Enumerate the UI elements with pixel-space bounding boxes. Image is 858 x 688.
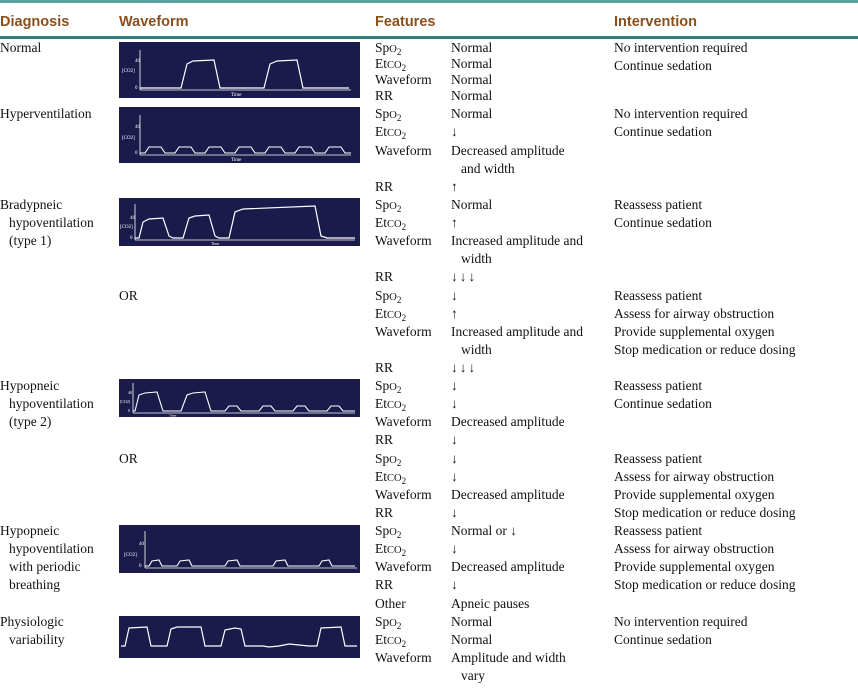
axis-time: Time [231, 93, 242, 98]
feature-value: ↓ [451, 469, 458, 484]
feature-value: Normal [451, 197, 493, 212]
feature-name-rr: RR [375, 179, 394, 194]
feature-name-etco2: EtCO$_2$ [375, 469, 407, 486]
diagnosis-hypopneic: (type 2) [9, 414, 52, 429]
feature-value: Increased amplitude and [451, 324, 583, 339]
waveform-normal [119, 42, 360, 98]
axis-unit: [CO2] [122, 69, 135, 74]
intervention: Stop medication or reduce dosing [614, 505, 796, 520]
diagnosis-periodic: breathing [9, 577, 60, 592]
or-label: OR [119, 451, 138, 466]
feature-value: Decreased amplitude [451, 414, 565, 429]
intervention: Assess for airway obstruction [614, 469, 775, 484]
intervention: Reassess patient [614, 451, 703, 466]
feature-value: ↓ [451, 396, 458, 411]
intervention: Reassess patient [614, 288, 703, 303]
feature-value: ↑ [451, 179, 458, 194]
feature-name-etco2: EtCO$_2$ [375, 396, 407, 413]
feature-name-rr: RR [375, 360, 394, 375]
diagnosis-periodic: hypoventilation [9, 541, 94, 556]
svg-text:40: 40 [135, 125, 140, 130]
header-intervention: Intervention [614, 14, 697, 30]
intervention: Continue sedation [614, 124, 712, 139]
feature-name-etco2: EtCO$_2$ [375, 306, 407, 323]
intervention: No intervention required [614, 106, 748, 121]
feature-value: Normal [451, 72, 493, 87]
intervention: Stop medication or reduce dosing [614, 342, 796, 357]
feature-name-spo2: SpO$_2$ [375, 197, 402, 214]
diagnosis-physiologic: Physiologic [0, 614, 64, 629]
feature-value: ↓ [451, 288, 458, 303]
intervention: Assess for airway obstruction [614, 306, 775, 321]
feature-value: ↓ [451, 451, 458, 466]
feature-name-spo2: SpO$_2$ [375, 288, 402, 305]
feature-value: Normal [451, 56, 493, 71]
feature-value: Amplitude and width [451, 650, 566, 665]
svg-text:Time: Time [231, 158, 242, 163]
svg-text:[CO2]: [CO2] [122, 136, 135, 141]
feature-value: ↓↓↓ [451, 269, 478, 284]
feature-value: Increased amplitude and [451, 233, 583, 248]
diagnosis-periodic: with periodic [9, 559, 81, 574]
feature-value: Normal [451, 88, 493, 103]
intervention: Continue sedation [614, 58, 712, 73]
feature-name-rr: RR [375, 577, 394, 592]
header-features: Features [375, 14, 436, 30]
axis-0: 0 [135, 86, 138, 91]
feature-name-rr: RR [375, 505, 394, 520]
feature-name-waveform: Waveform [375, 72, 432, 87]
feature-value: ↑ [451, 215, 458, 230]
intervention: Provide supplemental oxygen [614, 559, 775, 574]
intervention: Continue sedation [614, 215, 712, 230]
intervention: No intervention required [614, 614, 748, 629]
feature-name-spo2: SpO$_2$ [375, 451, 402, 468]
svg-text:[CO2]: [CO2] [120, 225, 133, 230]
feature-value: Decreased amplitude [451, 487, 565, 502]
intervention: Continue sedation [614, 632, 712, 647]
feature-value: width [461, 251, 492, 266]
feature-name-rr: RR [375, 269, 394, 284]
feature-name-rr: RR [375, 88, 394, 103]
waveform-physiologic [119, 616, 360, 658]
feature-value: Apneic pauses [451, 596, 530, 611]
feature-value: ↓ [451, 505, 458, 520]
svg-text:0: 0 [130, 236, 133, 241]
feature-name-etco2: EtCO$_2$ [375, 632, 407, 649]
svg-text:0: 0 [128, 408, 130, 413]
feature-value: Decreased amplitude [451, 559, 565, 574]
intervention: Stop medication or reduce dosing [614, 577, 796, 592]
intervention: Assess for airway obstruction [614, 541, 775, 556]
diagnosis-normal: Normal [0, 40, 42, 55]
feature-name-rr: RR [375, 432, 394, 447]
svg-text:Time: Time [169, 413, 177, 417]
waveform-hyperventilation [119, 107, 360, 163]
waveform-hypopneic [119, 379, 360, 417]
top-rule [0, 0, 858, 3]
feature-name-etco2: EtCO$_2$ [375, 541, 407, 558]
feature-name-waveform: Waveform [375, 324, 432, 339]
feature-value: Normal [451, 40, 493, 55]
intervention: Reassess patient [614, 523, 703, 538]
intervention: Continue sedation [614, 396, 712, 411]
diagnosis-bradypneic: Bradypneic [0, 197, 63, 212]
feature-value: Normal or ↓ [451, 523, 517, 538]
feature-value: Decreased amplitude [451, 143, 565, 158]
feature-value: ↓ [451, 432, 458, 447]
intervention: Reassess patient [614, 378, 703, 393]
feature-name-other: Other [375, 596, 406, 611]
feature-name-etco2: EtCO$_2$ [375, 56, 407, 73]
feature-name-waveform: Waveform [375, 487, 432, 502]
intervention: No intervention required [614, 40, 748, 55]
waveform-periodic [119, 525, 360, 573]
feature-value: ↓ [451, 378, 458, 393]
svg-text:[CO2]: [CO2] [120, 399, 131, 404]
feature-value: ↓↓↓ [451, 360, 478, 375]
diagnosis-bradypneic: (type 1) [9, 233, 52, 248]
diagnosis-bradypneic: hypoventilation [9, 215, 94, 230]
feature-name-waveform: Waveform [375, 233, 432, 248]
axis-40: 40 [135, 59, 140, 64]
svg-text:0: 0 [135, 151, 138, 156]
diagnosis-physiologic: variability [9, 632, 65, 647]
feature-name-spo2: SpO$_2$ [375, 378, 402, 395]
diagnosis-hypopneic: hypoventilation [9, 396, 94, 411]
feature-value: ↓ [451, 577, 458, 592]
feature-name-etco2: EtCO$_2$ [375, 215, 407, 232]
feature-name-waveform: Waveform [375, 650, 432, 665]
feature-value: and width [461, 161, 515, 176]
svg-text:40: 40 [139, 542, 144, 547]
header-diagnosis: Diagnosis [0, 14, 70, 30]
diagnosis-hyperventilation: Hyperventilation [0, 106, 92, 121]
feature-value: ↓ [451, 541, 458, 556]
header-waveform: Waveform [119, 14, 189, 30]
feature-value: Normal [451, 632, 493, 647]
diagnosis-periodic: Hypopneic [0, 523, 60, 538]
feature-name-spo2: SpO$_2$ [375, 40, 402, 57]
feature-value: ↓ [451, 124, 458, 139]
feature-name-spo2: SpO$_2$ [375, 614, 402, 631]
feature-name-spo2: SpO$_2$ [375, 523, 402, 540]
intervention: Provide supplemental oxygen [614, 487, 775, 502]
feature-value: Normal [451, 614, 493, 629]
feature-name-etco2: EtCO$_2$ [375, 124, 407, 141]
feature-name-spo2: SpO$_2$ [375, 106, 402, 123]
svg-text:40: 40 [128, 390, 132, 395]
feature-name-waveform: Waveform [375, 559, 432, 574]
svg-text:[CO2]: [CO2] [124, 553, 137, 558]
feature-name-waveform: Waveform [375, 143, 432, 158]
feature-value: Normal [451, 106, 493, 121]
feature-value: ↑ [451, 306, 458, 321]
or-label: OR [119, 288, 138, 303]
feature-name-waveform: Waveform [375, 414, 432, 429]
feature-value: width [461, 342, 492, 357]
intervention: Provide supplemental oxygen [614, 324, 775, 339]
feature-value: vary [461, 668, 485, 683]
svg-text:Time: Time [211, 241, 220, 246]
svg-text:40: 40 [130, 216, 135, 221]
intervention: Reassess patient [614, 197, 703, 212]
waveform-bradypneic [119, 198, 360, 246]
svg-text:0: 0 [139, 564, 142, 569]
diagnosis-hypopneic: Hypopneic [0, 378, 60, 393]
